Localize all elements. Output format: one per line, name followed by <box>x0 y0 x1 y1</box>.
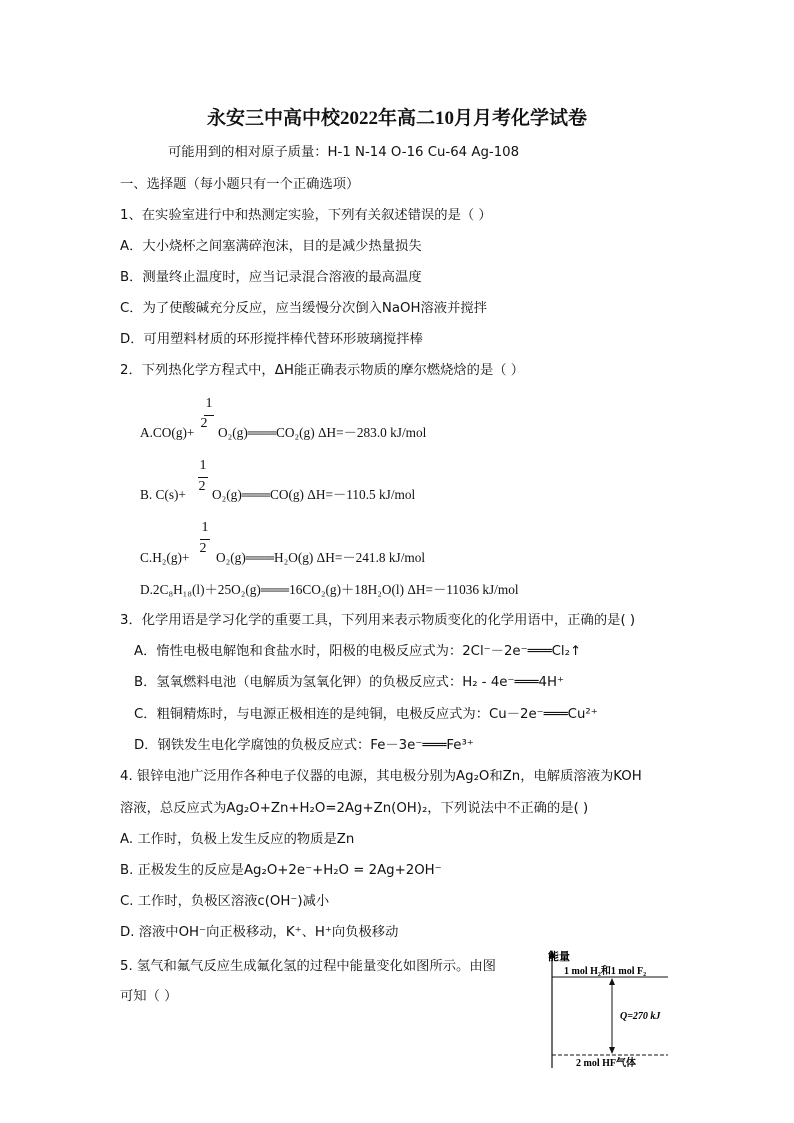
q2-b-frac-den: 2 <box>198 479 206 494</box>
q1-option-c: C．为了使酸碱充分反应，应当缓慢分次倒入NaOH溶液并搅拌 <box>120 301 487 316</box>
delta-arrow-down-icon <box>609 1047 615 1054</box>
energy-axis-label: 能量 <box>548 951 570 963</box>
q4-option-b: B. 正极发生的反应是Ag₂O+2e⁻+H₂O = 2Ag+2OH⁻ <box>120 863 442 878</box>
q2-stem: 2．下列热化学方程式中，ΔH能正确表示物质的摩尔燃烧焓的是（ ） <box>120 363 525 378</box>
q4-option-a: A. 工作时，负极上发生反应的物质是Zn <box>120 832 355 847</box>
q2-c-frac-bar <box>200 539 210 540</box>
q3-option-a: A．惰性电极电解饱和食盐水时，阳极的电极反应式为：2Cl⁻－2e⁻═══Cl₂↑ <box>134 644 582 659</box>
q2-option-c-pre: C.H₂(g)+ <box>140 550 190 565</box>
q2-c-frac-num: 1 <box>201 520 209 535</box>
q1-stem: 1、在实验室进行中和热测定实验，下列有关叙述错误的是（ ） <box>120 208 492 223</box>
q4-stem-line1: 4. 银锌电池广泛用作各种电子仪器的电源，其电极分别为Ag₂O和Zn，电解质溶液为KOH <box>120 769 642 784</box>
q4-option-c: C. 工作时，负极区溶液c(OH⁻)减小 <box>120 894 330 909</box>
q2-option-a-post: O₂(g)═══CO₂(g) ΔH=－283.0 kJ/mol <box>218 425 427 440</box>
q2-b-frac-num: 1 <box>199 458 207 473</box>
q2-option-a-pre: A.CO(g)+ <box>140 425 195 440</box>
q4-option-d: D. 溶液中OH⁻向正极移动，K⁺、H⁺向负极移动 <box>120 925 399 940</box>
q1-option-b: B．测量终止温度时，应当记录混合溶液的最高温度 <box>120 270 422 285</box>
q3-stem: 3．化学用语是学习化学的重要工具，下列用来表示物质变化的化学用语中，正确的是( ) <box>120 613 636 628</box>
q2-c-frac-den: 2 <box>199 541 207 556</box>
section-heading: 一、选择题（每小题只有一个正确选项） <box>120 177 360 192</box>
q5-stem-line2: 可知（ ） <box>120 989 178 1004</box>
q3-option-d: D．钢铁发生电化学腐蚀的负极反应式：Fe－3e⁻═══Fe³⁺ <box>134 738 474 753</box>
q2-option-c-post: O₂(g)═══H₂O(g) ΔH=－241.8 kJ/mol <box>216 550 426 565</box>
delta-arrow-up-icon <box>609 978 615 985</box>
atomic-masses: 可能用到的相对原子质量：H-1 N-14 O-16 Cu-64 Ag-108 <box>168 145 520 160</box>
q2-option-d: D.2C₈H₁₈(l)＋25O₂(g)═══16CO₂(g)＋18H₂O(l) ΔH=－11036 kJ/mol <box>140 582 519 597</box>
q2-b-frac-bar <box>198 477 208 478</box>
q2-option-b-post: O₂(g)═══CO(g) ΔH=－110.5 kJ/mol <box>212 487 416 502</box>
q3-option-b: B．氢氧燃料电池（电解质为氢氧化钾）的负极反应式：H₂ - 4e⁻═══4H⁺ <box>134 675 564 690</box>
q2-a-frac-num: 1 <box>205 396 213 411</box>
energy-level-diagram <box>540 944 680 1070</box>
top-level-label: 1 mol H₂和1 mol F₂ <box>564 966 647 977</box>
q2-a-frac-den: 2 <box>200 416 208 431</box>
page-title: 永安三中高中校2022年高二10月月考化学试卷 <box>206 108 587 129</box>
delta-label: Q=270 kJ <box>620 1011 661 1022</box>
q1-option-a: A．大小烧杯之间塞满碎泡沫，目的是减少热量损失 <box>120 239 422 254</box>
q1-option-d: D．可用塑料材质的环形搅拌棒代替环形玻璃搅拌棒 <box>120 332 423 347</box>
q3-option-c: C．粗铜精炼时，与电源正极相连的是纯铜，电极反应式为：Cu－2e⁻═══Cu²⁺ <box>134 707 598 722</box>
bottom-level-label: 2 mol HF气体 <box>576 1058 636 1069</box>
q4-stem-line2: 溶液，总反应式为Ag₂O+Zn+H₂O=2Ag+Zn(OH)₂，下列说法中不正确的是( ) <box>120 801 589 816</box>
q2-option-b-pre: B. C(s)+ <box>140 487 186 502</box>
q5-stem-line1: 5. 氢气和氟气反应生成氟化氢的过程中能量变化如图所示。由图 <box>120 959 496 974</box>
